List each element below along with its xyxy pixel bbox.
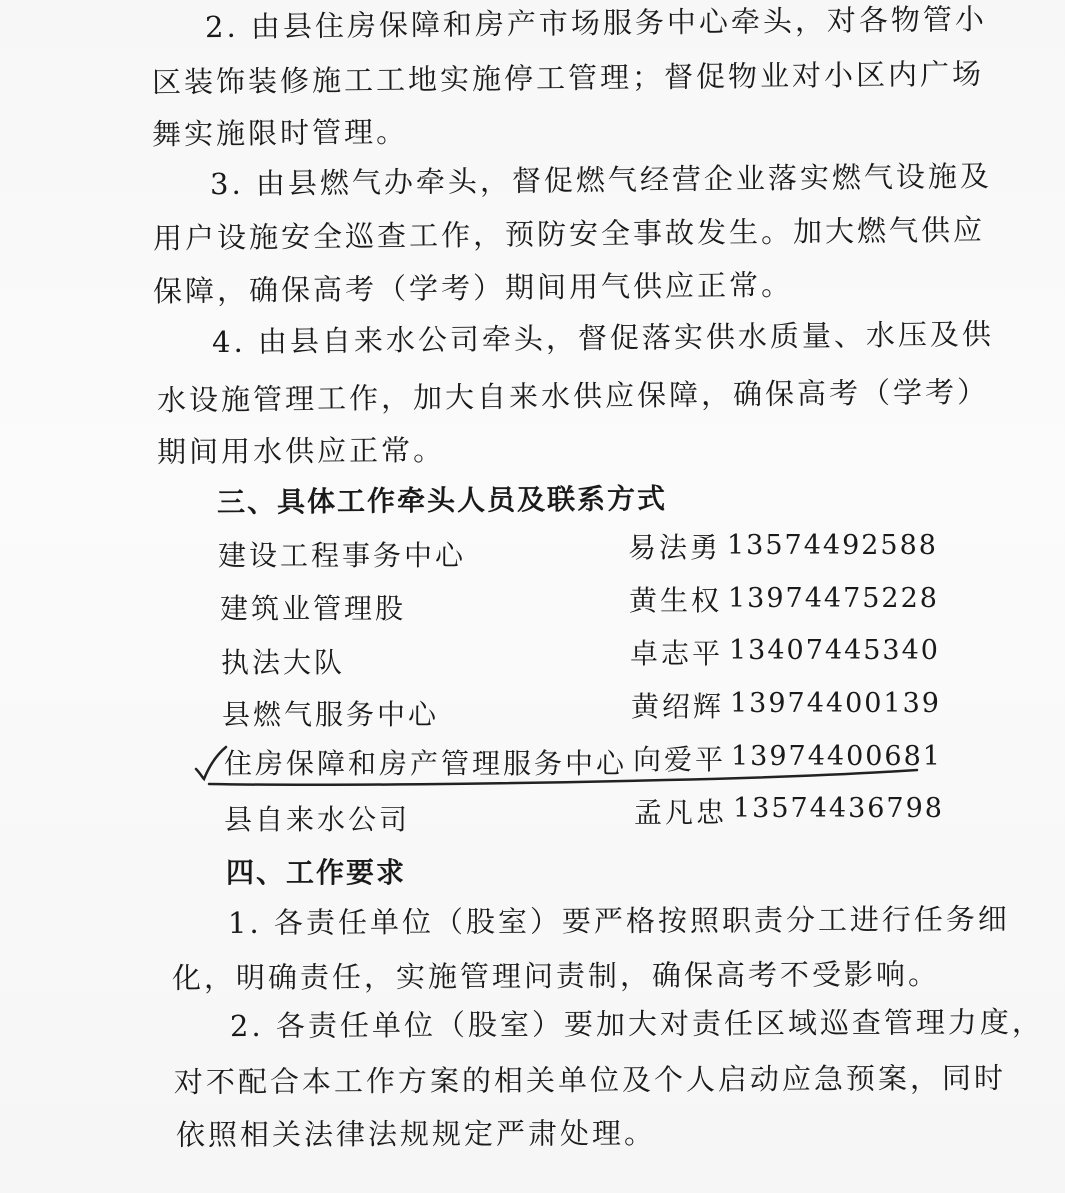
- paragraph-4-line-1: 4. 由县自来水公司牵头，督促落实供水质量、水压及供: [211, 316, 995, 360]
- contact-phone: 13574436798: [733, 793, 944, 824]
- requirement-2-line-3: 依照相关法律法规规定严肃处理。: [175, 1116, 657, 1152]
- contact-name: 黄生权: [629, 584, 723, 617]
- contact-unit: 执法大队: [221, 646, 346, 679]
- paragraph-3-line-2: 用户设施安全巡查工作，预防安全事故发生。加大燃气供应: [152, 212, 986, 256]
- section-4-heading: 四、工作要求: [226, 856, 407, 889]
- contact-name: 易法勇: [628, 531, 722, 564]
- contact-unit: 建筑业管理股: [220, 592, 407, 625]
- paragraph-3-line-1: 3. 由县燃气办牵头，督促燃气经营企业落实燃气设施及: [209, 158, 993, 202]
- paragraph-2-line-2: 区装饰装修施工工地实施停工管理；督促物业对小区内广场: [151, 56, 985, 100]
- paragraph-2-line-1: 2. 由县住房保障和房产市场服务中心牵头，对各物管小: [204, 1, 988, 45]
- contact-phone: 13407445340: [729, 635, 940, 666]
- contact-phone: 13974475228: [728, 583, 939, 614]
- requirement-1-line-1: 1. 各责任单位（股室）要严格按照职责分工进行任务细: [227, 901, 1010, 941]
- section-3-heading: 三、具体工作牵头人员及联系方式: [216, 482, 668, 519]
- contact-unit: 县自来水公司: [224, 803, 411, 836]
- contact-unit: 县燃气服务中心: [222, 698, 440, 731]
- contact-name: 向爱平: [633, 743, 727, 776]
- contact-name: 孟凡忠: [634, 796, 728, 829]
- paragraph-4-line-3: 期间用水供应正常。: [156, 432, 446, 470]
- contact-phone: 13974400139: [730, 688, 941, 719]
- contact-name: 黄绍辉: [631, 690, 725, 723]
- requirement-2-line-2: 对不配合本工作方案的相关单位及个人启动应急预案，同时: [173, 1060, 1007, 1100]
- contact-unit: 住房保障和房产管理服务中心: [224, 747, 628, 780]
- requirement-2-line-1: 2. 各责任单位（股室）要加大对责任区域巡查管理力度，: [229, 1004, 1044, 1044]
- paragraph-4-line-2: 水设施管理工作，加大自来水供应保障，确保高考（学考）: [156, 374, 990, 418]
- contact-phone: 13574492588: [727, 530, 938, 561]
- contact-phone: 13974400681: [731, 741, 942, 772]
- contact-name: 卓志平: [630, 637, 724, 670]
- paragraph-3-line-3: 保障，确保高考（学考）期间用气供应正常。: [152, 267, 794, 309]
- contact-unit: 建设工程事务中心: [218, 539, 467, 572]
- paragraph-2-line-3: 舞实施限时管理。: [151, 114, 409, 152]
- requirement-1-line-2: 化，明确责任，实施管理问责制，确保高考不受影响。: [171, 956, 941, 996]
